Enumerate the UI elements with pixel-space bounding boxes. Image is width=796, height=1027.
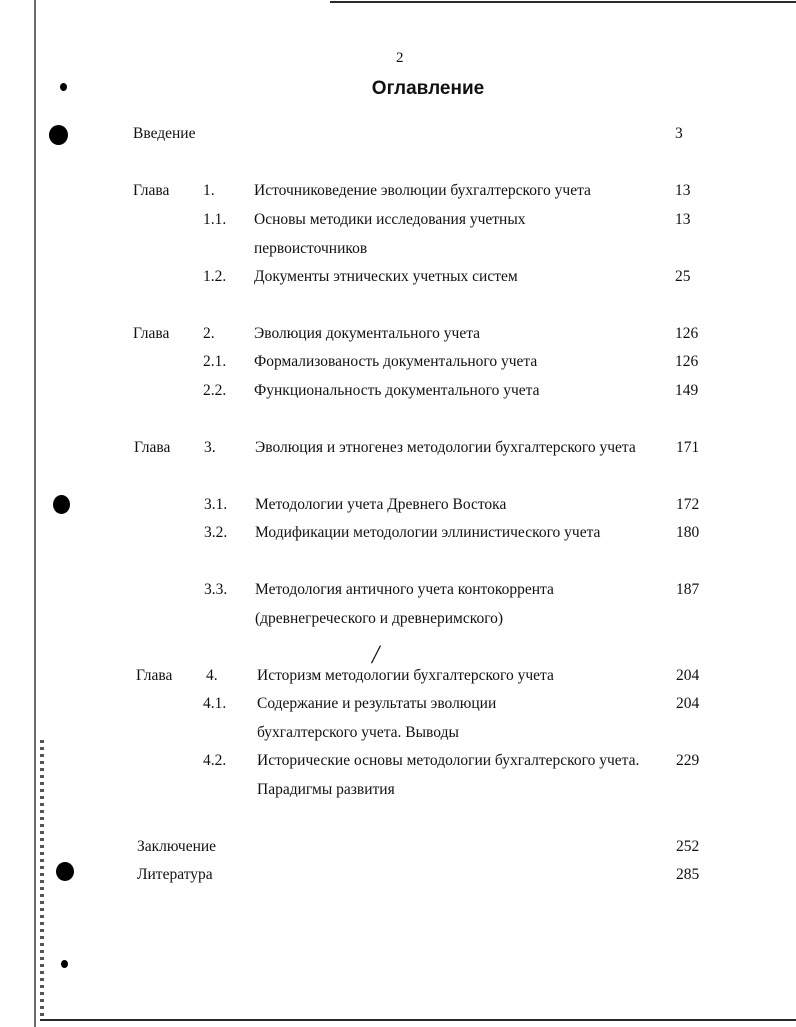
toc-entry-page: 229 — [676, 752, 700, 769]
toc-entry-page: 180 — [676, 524, 700, 541]
toc-section-title: Содержание и результаты эволюции бухгалтерского учета. Выводы — [257, 695, 497, 741]
toc-chapter-number: 3. — [204, 439, 216, 456]
toc-chapter-number: 2. — [203, 325, 215, 342]
toc-section-title: Исторические основы методологии бухгалтерского учета. Парадигмы развития — [257, 752, 640, 798]
toc-section-number: 3.3. — [204, 581, 228, 598]
toc-entry-page: 149 — [675, 382, 699, 399]
toc-section-number: 4.2. — [203, 752, 227, 769]
toc-chapter-title: Эволюция и этногенез методологии бухгалтерского учета — [255, 439, 636, 456]
toc-section-number: 2.2. — [203, 382, 227, 399]
punch-hole — [49, 125, 68, 145]
toc-entry-page: 285 — [676, 866, 700, 883]
toc-chapter-title: Историзм методологии бухгалтерского учета — [257, 667, 554, 684]
toc-section-title: Модификации методологии эллинистического учета — [255, 524, 601, 541]
toc-entry-page: 172 — [676, 496, 700, 513]
toc-chapter-number: 1. — [203, 182, 215, 199]
punch-hole — [53, 495, 70, 514]
toc-entry-page: 204 — [676, 667, 700, 684]
toc-section-number: 1.2. — [203, 268, 227, 285]
pen-mark: / — [372, 640, 380, 669]
toc-section-number: 1.1. — [203, 211, 227, 228]
toc-section-title: Документы этнических учетных систем — [254, 268, 518, 285]
toc-chapter-word: Глава — [134, 439, 171, 456]
punch-hole — [56, 862, 74, 881]
toc-entry-page: 13 — [675, 211, 691, 228]
toc-section-title: Основы методики исследования учетных первоисточников — [254, 211, 526, 257]
toc-entry-label: Литература — [137, 866, 213, 883]
toc-entry-page: 252 — [676, 838, 700, 855]
toc-entry-label: Заключение — [137, 838, 217, 855]
toc-section-title: Формализованость документального учета — [254, 353, 538, 370]
toc-entry-page: 187 — [676, 581, 700, 598]
toc-chapter-title: Эволюция документального учета — [254, 325, 481, 342]
toc-section-number: 2.1. — [203, 353, 227, 370]
scan-left-noise — [40, 740, 44, 1020]
toc-chapter-word: Глава — [133, 182, 170, 199]
toc-entry-page: 3 — [675, 125, 683, 142]
toc-entry-page: 126 — [675, 353, 699, 370]
scan-bottom-line — [40, 1019, 796, 1021]
toc-entry-page: 171 — [676, 439, 700, 456]
toc-entry-label: Введение — [133, 125, 196, 142]
toc-section-number: 3.2. — [204, 524, 228, 541]
toc-section-number: 4.1. — [203, 695, 227, 712]
toc-section-title: Методологии учета Древнего Востока — [255, 496, 507, 513]
toc-entry-page: 126 — [675, 325, 699, 342]
punch-hole — [61, 960, 68, 968]
scan-left-edge — [34, 0, 36, 1027]
toc-title: Оглавление — [371, 78, 485, 99]
toc-chapter-number: 4. — [206, 667, 218, 684]
toc-chapter-word: Глава — [136, 667, 173, 684]
toc-section-title: Методология античного учета контокоррента (древнегреческого и древнеримского) — [255, 581, 554, 627]
scan-top-line — [330, 1, 796, 3]
toc-section-title: Функциональность документального учета — [254, 382, 540, 399]
toc-chapter-word: Глава — [133, 325, 170, 342]
toc-section-number: 3.1. — [204, 496, 228, 513]
toc-entry-page: 204 — [676, 695, 700, 712]
toc-entry-page: 25 — [675, 268, 691, 285]
toc-entry-page: 13 — [675, 182, 691, 199]
page-number: 2 — [396, 50, 404, 66]
toc-chapter-title: Источниковедение эволюции бухгалтерского учета — [254, 182, 591, 199]
